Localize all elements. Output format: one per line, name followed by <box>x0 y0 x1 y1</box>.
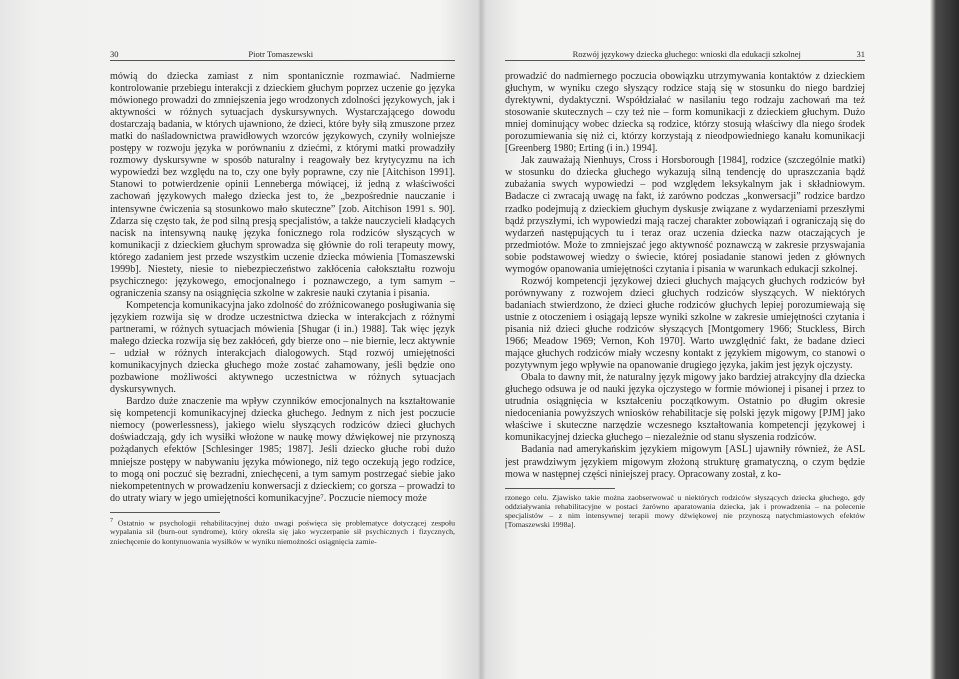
footnote-divider <box>110 512 220 513</box>
right-paragraph-4: Obala to dawny mit, że naturalny język migowy jako bardziej atrakcyjny dla dziecka głuchego odsuwa je od nauki języka ojczystego w formie mówionej i pisanej i przez to utrudnia osiągnięcia w kształceniu początkowym. Ostatnio po długim okresie niedoceniania powyższych wniosków rehabilitacje się polski język migowy [PJM] jako właściwe i skuteczne narzędzie wczesnego kształtowania kompetencji językowej i komunikacyjnej dziecka głuchego – niezależnie od stanu słyszenia rodziców. <box>505 372 865 444</box>
left-footnote-text: Ostatnio w psychologii rehabilitacyjnej dużo uwagi poświęca się problematyce dotyczącej zespołu wypalania sił (burn-out syndrome), który określa się jako wyczerpanie sił psychicznych i fizycznych, zniechęcenie do kontynuowania wysiłków w wyniku niemożności osiągnięcia zamie- <box>110 518 455 546</box>
right-chapter-title: Rozwój językowy dziecka głuchego: wnioski dla edukacji szkolnej <box>572 49 801 59</box>
left-footnote <box>110 517 455 546</box>
left-author-name: Piotr Tomaszewski <box>248 49 314 59</box>
left-page-number: 30 <box>110 49 119 59</box>
right-footnote <box>505 493 865 530</box>
right-footnote-divider <box>505 488 615 489</box>
left-body-text <box>110 71 455 505</box>
right-body-text <box>505 71 865 481</box>
right-footnote-text: rzonego celu. Zjawisko takie można zaobserwować u niektórych rodziców słyszących dziecka głuchego, gdy oddziaływania rehabilitacyjne w postaci żarówno aparatowania dziecka, jak i prowadzenia – na polecenie specjalistów – z nim intensywnej terapii mowy dźwiękowej nie przynoszą natychmiastowych efektów [Tomaszewski 1998a]. <box>505 492 865 530</box>
right-page <box>505 0 865 679</box>
right-paragraph-1: prowadzić do nadmiernego poczucia obowiązku utrzymywania kontaktów z dzieckiem głuchym, w wyniku czego słyszący rodzice stają się w stosunku do niego bardziej dyrektywni, dydaktyczni. Współdziałać w nasilaniu tego rodzaju zachowań ma też stosowanie skutecznych – czy też nie – form komunikacji z dzieckiem głuchym. Dużo mniej dominujący wobec dziecka są rodzice, którzy stosują właściwy dla niego środek porozumiewania się niż ci, którzy korzystają z nieodpowiedniego kanału komunikacji [Greenberg 1980; Erting (i in.) 1994]. <box>505 71 865 155</box>
left-paragraph-2: Kompetencja komunikacyjna jako zdolność do zróżnicowanego posługiwania się językiem rozwija się w drodze uczestnictwa dziecka w interakcjach z różnymi partnerami, w różnych sytuacjach mówienia [Shugar (i in.) 1988]. Tak więc język małego dziecka rozwija się bez zakłóceń, gdy bierze ono – nie biernie, lecz aktywnie – udział w różnych interakcjach dialogowych. Stąd rozwój umiejętności komunikacyjnych dziecka głuchego może zostać zahamowany, jeśli będzie ono pozbawione możliwości aktywnego uczestnictwa w różnych sytuacjach dyskursywnych. <box>110 299 455 396</box>
right-paragraph-5: Badania nad amerykańskim językiem migowym [ASL] ujawniły również, że ASL jest prawdziwym językiem migowym złożoną strukturę gramatyczną, o czym będzie mowa w następnej części niniejszej pracy. Opracowany został, z ko- <box>505 444 865 480</box>
left-page <box>110 0 455 679</box>
right-page-number: 31 <box>856 49 865 59</box>
right-paragraph-3: Rozwój kompetencji językowej dzieci głuchych mających głuchych rodziców był porównywany z rozwojem dzieci głuchych rodziców słyszących. W niektórych badaniach stwierdzono, że dzieci głuche rodziców głuchych lepiej porozumiewają się ustnie z otoczeniem i osiągają lepsze wyniki szkolne w zakresie umiejętności czytania i pisania niż dzieci głuche rodziców słyszących [Montgomery 1966; Stuckless, Birch 1966; Meadow 1969; Vernon, Koh 1970]. Warto uwzględnić fakt, że badane dzieci mające głuchych rodziców miały wczesny kontakt z językiem migowym, co stanowi o pozytywnym jego wpływie na opanowanie drugiego języka, jakim jest język ojczysty. <box>505 275 865 372</box>
right-paragraph-2: Jak zauważają Nienhuys, Cross i Horsborough [1984], rodzice (szczególnie matki) w stosunku do dziecka głuchego wykazują silną tendencję do upraszczania bądź zubażania swych wypowiedzi – pod względem leksykalnym jak i składniowym. Badacze ci zwracają uwagę na fakt, iż zarówno podczas „konwersacji” rodzice bardzo rzadko podejmują z dzieckiem głuchym dyskusje związane z wydarzeniami przeszłymi bądź przyszłymi, ich wypowiedzi mają raczej charakter zobowiązań i ograniczają się do wydarzeń następujących tu i teraz oraz uczenia dziecka nazw otaczających je przedmiotów. Może to zmniejszać jego aktywność poznawczą w zakresie przyswajania sobie podstawowej wiedzy o świecie, której posiadanie stanowi jeden z głównych wymogów opanowania umiejętności czytania i pisania w warunkach edukacji szkolnej. <box>505 155 865 275</box>
left-paragraph-3: Bardzo duże znaczenie ma wpływ czynników emocjonalnych na kształtowanie się kompetencji komunikacyjnej dziecka głuchego. Jednym z nich jest poczucie niemocy (powerlessness), jakiego wielu słyszących rodziców dzieci głuchych doświadczają, gdy ich wysiłki włożone w naukę mowy dźwiękowej nie przynoszą pożądanych efektów [Schlesinger 1985; 1987]. Jeśli dziecko głuche robi dużo mniejsze postępy w nabywaniu języka mówionego, niż tego oczekują jego rodzice, to mogą oni poczuć się bezradni, zniechęceni, a tym samym postrzegać siebie jako niekompetentnych w prowadzeniu konwersacji z dzieckiem; co gorsza – prowadzi to do utraty wiary w jego umiejętności komunikacyjne⁷. Poczucie niemocy może <box>110 396 455 504</box>
left-running-head <box>110 45 455 61</box>
left-paragraph-1: mówią do dziecka zamiast z nim spontanicznie rozmawiać. Nadmierne kontrolowanie przebiegu interakcji z dzieckiem głuchym poprzez uczenie go języka mówionego prowadzi do zmniejszenia jego wrodzonych zdolności językowych, jak i aktywności w różnych sytuacjach dyskursywnych. Wystarczającego dowodu dostarczają badania, w których ujawniono, że dzieci, które były siłą zmuszone przez matki do naśladownictwa prawidłowych wzorców językowych, czyniły wolniejsze postępy w rozwoju języka w porównaniu z dziećmi, z którymi matki prowadziły rozmowy dyskursywne w sposób naturalny i reagowały bez krytycyzmu na ich wypowiedzi bez względu na to, czy one były poprawne, czy nie [Aitchison 1991]. Stanowi to potwierdzenie opinii Lenneberga mówiącej, iż jedną z właściwości zachowań językowych małego dziecka jest to, że „bezpośrednie nauczanie i intensywne ćwiczenia są stosunkowo mało skuteczne” [zob. Aitchison 1991 s. 90]. Zdarza się często tak, że pod silną presją specjalistów, a także nauczycieli kładących nacisk na intensywną naukę języka fonicznego rola rodziców słyszących w komunikacji z dzieckiem głuchym sprowadza się głównie do roli terapeuty mowy, którego zadaniem jest przede wszystkim uczenie dziecka mówienia [Tomaszewski 1999b]. Niestety, niesie to niebezpieczeństwo zakłócenia całokształtu rozwoju psychicznego: językowego, emocjonalnego i poznawczego, a tym samym – ograniczenia szansy na osiągnięcia szkolne w zakresie nauki czytania i pisania. <box>110 71 455 299</box>
right-running-head <box>505 45 865 61</box>
footnote-number: 7 <box>110 517 113 524</box>
